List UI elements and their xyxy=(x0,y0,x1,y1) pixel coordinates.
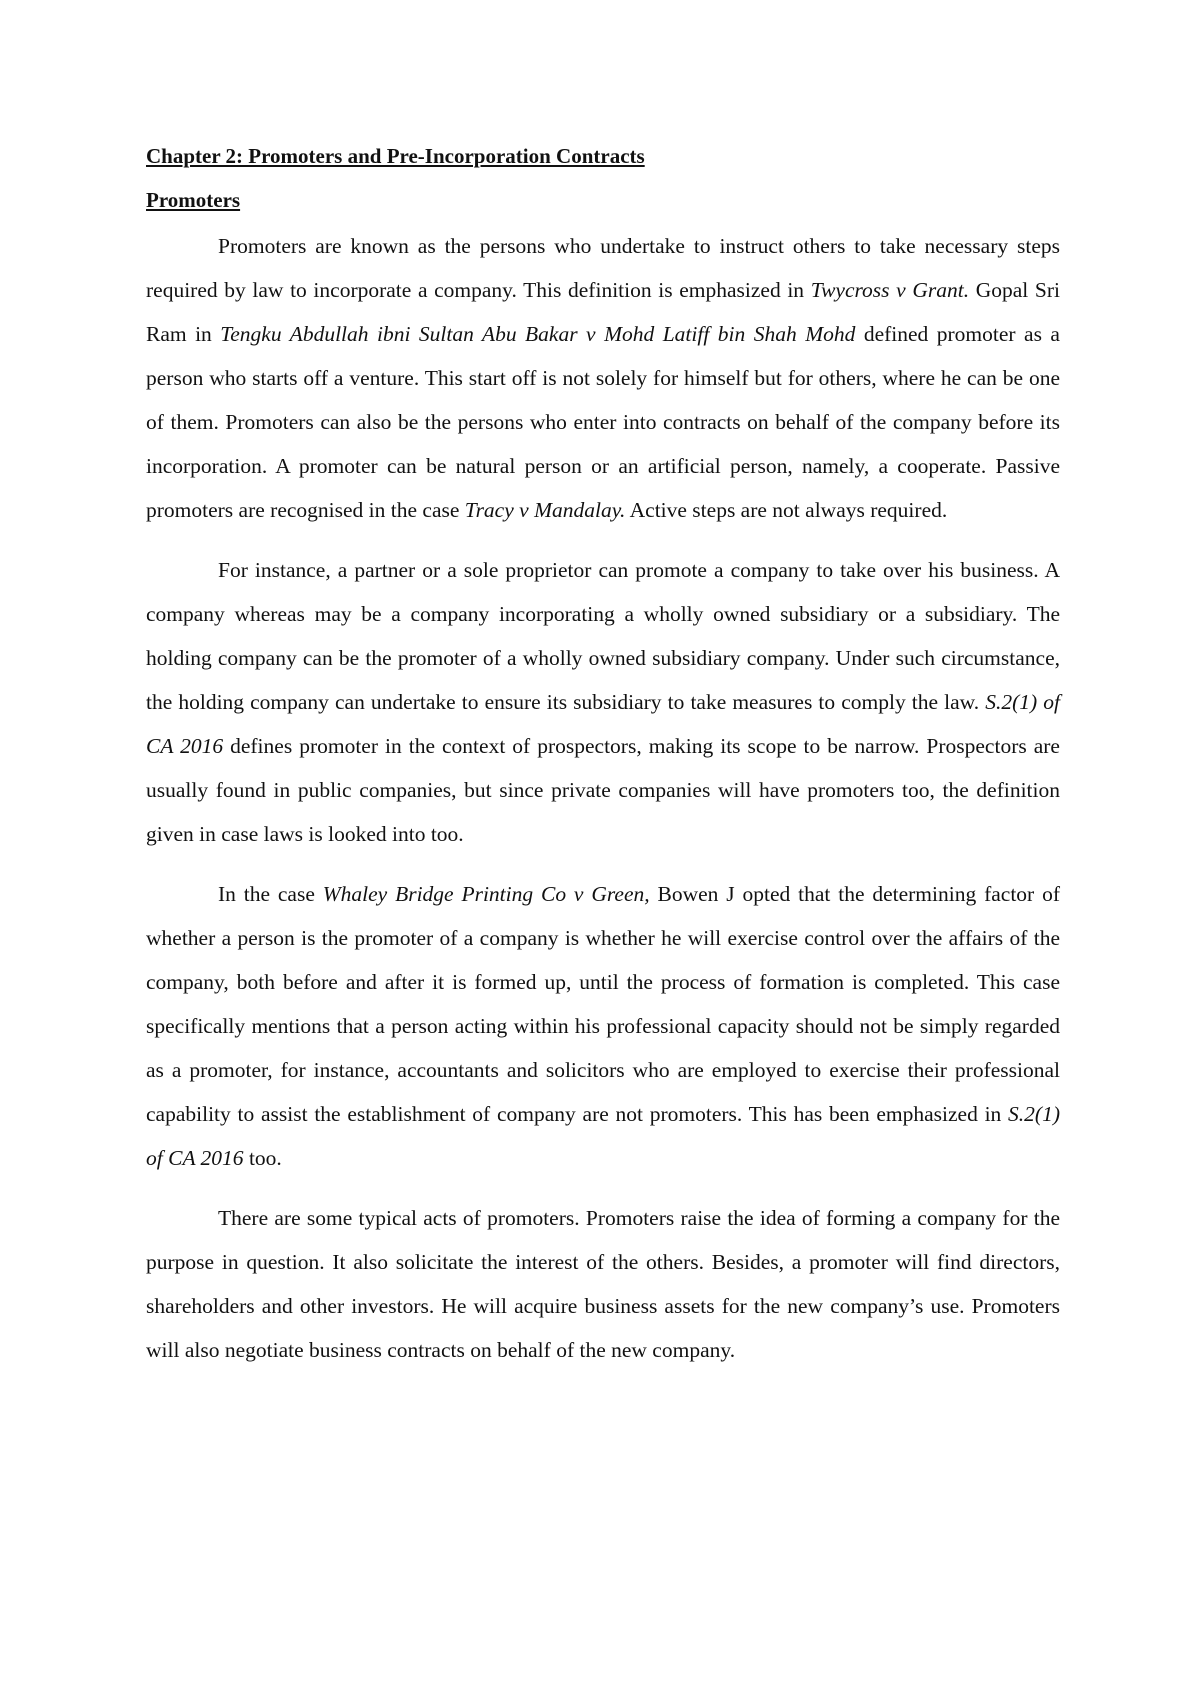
italic-citation: Whaley Bridge Printing Co v Green, xyxy=(322,882,650,906)
chapter-title: Chapter 2: Promoters and Pre-Incorporation Contracts xyxy=(146,144,645,168)
paragraph xyxy=(146,224,1060,532)
italic-citation: S.2(1) of CA 2016 xyxy=(146,1102,1060,1170)
text-run: defines promoter in the context of prospectors, making its scope to be narrow. Prospectors are usually found in public companies, but since private companies will have promoters too, the definition given in case laws is looked into too. xyxy=(146,734,1060,846)
text-run: In the case xyxy=(218,882,323,906)
text-run: Gopal Sri Ram in xyxy=(146,278,1060,346)
text-run: Bowen J opted that the determining factor of whether a person is the promoter of a company is whether he will exercise control over the affairs of the company, both before and after it is formed up, until the process of formation is completed. This case specifically mentions that a person acting within his professional capacity should not be simply regarded as a promoter, for instance, accountants and solicitors who are employed to exercise their professional capability to assist the establishment of company are not promoters. This has been emphasized in xyxy=(146,882,1060,1126)
paragraph xyxy=(146,1196,1060,1372)
text-run: Promoters are known as the persons who undertake to instruct others to take necessary steps required by law to incorporate a company. This definition is emphasized in xyxy=(146,234,1060,302)
italic-citation: S.2(1) of CA 2016 xyxy=(146,690,1060,758)
text-run: defined promoter as a person who starts off a venture. This start off is not solely for himself but for others, where he can be one of them. Promoters can also be the persons who enter into contracts on behalf of the company before its incorporation. A promoter can be natural person or an artificial person, namely, a cooperate. Passive promoters are recognised in the case xyxy=(146,322,1060,522)
body-text xyxy=(146,224,1060,1372)
text-run: For instance, a partner or a sole proprietor can promote a company to take over his business. A company whereas may be a company incorporating a wholly owned subsidiary or a subsidiary. The holding company can be the promoter of a wholly owned subsidiary company. Under such circumstance, the holding company can undertake to ensure its subsidiary to take measures to comply the law. xyxy=(146,558,1060,714)
italic-citation: Twycross v Grant. xyxy=(810,278,970,302)
italic-citation: Tracy v Mandalay. xyxy=(464,498,626,522)
italic-citation: Tengku Abdullah ibni Sultan Abu Bakar v Mohd Latiff bin Shah Mohd xyxy=(220,322,856,346)
text-run: too. xyxy=(243,1146,282,1170)
section-title: Promoters xyxy=(146,188,241,212)
paragraph xyxy=(146,872,1060,1180)
text-run: There are some typical acts of promoters. Promoters raise the idea of forming a company for the purpose in question. It also solicitate the interest of the others. Besides, a promoter will find directors, shareholders and other investors. He will acquire business assets for the new company’s use. Promoters will also negotiate business contracts on behalf of the new company. xyxy=(146,1206,1060,1362)
paragraph xyxy=(146,548,1060,856)
document-page xyxy=(146,142,1060,1388)
text-run: Active steps are not always required. xyxy=(625,498,948,522)
